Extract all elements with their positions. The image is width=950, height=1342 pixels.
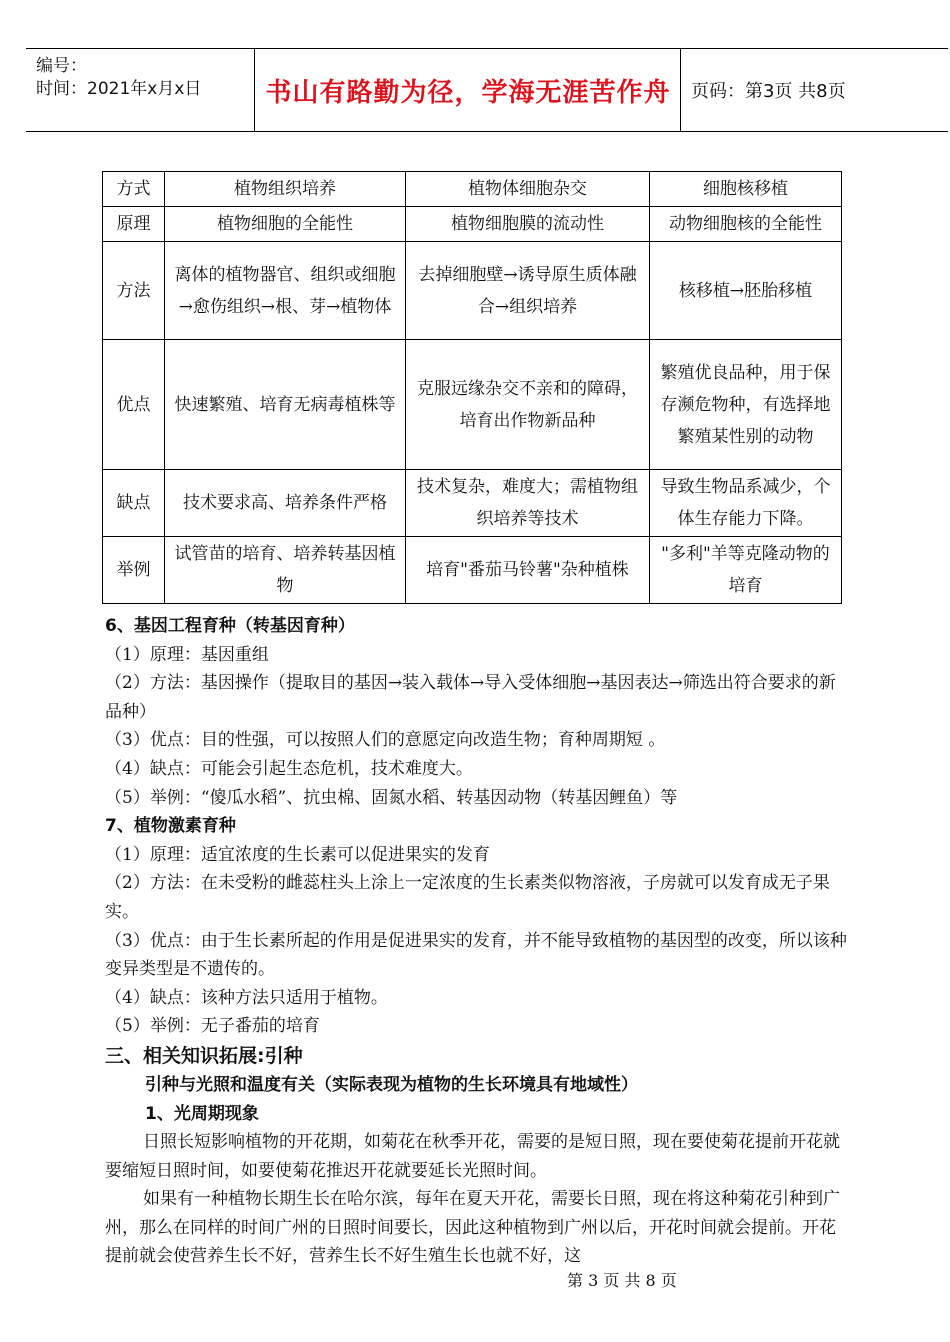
paragraph: （1）原理：基因重组 [105, 644, 269, 665]
subsection-heading: 1、光周期现象 [145, 1103, 259, 1124]
page-footer: 第 3 页 共 8 页 [567, 1271, 677, 1290]
table-cell: 方法 [103, 242, 165, 340]
paragraph: （3）优点：由于生长素所起的作用是促进果实的发育，并不能导致植物的基因型的改变，所以该种变异类型是不遗传的。 [105, 930, 847, 980]
subsection-heading: 引种与光照和温度有关（实际表现为植物的生长环境具有地域性） [145, 1074, 638, 1095]
table-cell: 克服远缘杂交不亲和的障碍，培育出作物新品种 [406, 340, 650, 470]
table-row [103, 242, 842, 340]
section-heading: 6、基因工程育种（转基因育种） [105, 616, 355, 636]
table-cell: 细胞核移植 [650, 172, 842, 207]
document-body [105, 612, 850, 1271]
table-cell: 技术要求高、培养条件严格 [165, 470, 406, 537]
table-cell: 去掉细胞壁→诱导原生质体融合→组织培养 [406, 242, 650, 340]
paragraph: 日照长短影响植物的开花期，如菊花在秋季开花，需要的是短日照，现在要使菊花提前开花就要缩短日照时间，如要使菊花推迟开花就要延长光照时间。 [105, 1132, 840, 1181]
document-time-label: 时间：2021年x月x日 [36, 79, 202, 99]
paragraph: （1）原理：适宜浓度的生长素可以促进果实的发育 [105, 844, 490, 865]
table-cell: 缺点 [103, 470, 165, 537]
paragraph: （2）方法：基因操作（提取目的基因→装入载体→导入受体细胞→基因表达→筛选出符合要求的新品种） [105, 673, 836, 722]
header-page-info: 页码：第3页 共8页 [691, 81, 846, 102]
table-cell: 植物细胞膜的流动性 [406, 207, 650, 242]
page-header [26, 48, 948, 132]
table-row [103, 470, 842, 537]
table-cell: 试管苗的培育、培养转基因植物 [165, 537, 406, 604]
breeding-methods-table [102, 171, 842, 604]
header-divider [254, 49, 255, 131]
chapter-heading: 三、相关知识拓展:引种 [105, 1044, 303, 1067]
paragraph: （5）举例：“傻瓜水稻”、抗虫棉、固氮水稻、转基因动物（转基因鲤鱼）等 [105, 787, 678, 808]
document-number-label: 编号： [36, 56, 87, 76]
paragraph: （2）方法：在未受粉的雌蕊柱头上涂上一定浓度的生长素类似物溶液，子房就可以发育成无子果实。 [105, 873, 830, 922]
table-cell: 方式 [103, 172, 165, 207]
table-cell: 举例 [103, 537, 165, 604]
table-row [103, 207, 842, 242]
header-motto: 书山有路勤为径，学海无涯苦作舟 [265, 77, 671, 108]
paragraph: （4）缺点：该种方法只适用于植物。 [105, 987, 388, 1008]
paragraph: （4）缺点：可能会引起生态危机，技术难度大。 [105, 758, 473, 779]
table-cell: 原理 [103, 207, 165, 242]
table-cell: "多利"羊等克隆动物的培育 [650, 537, 842, 604]
header-divider [680, 49, 681, 131]
table-cell: 繁殖优良品种，用于保存濒危物种，有选择地繁殖某性别的动物 [650, 340, 842, 470]
table-cell: 动物细胞核的全能性 [650, 207, 842, 242]
table-cell: 离体的植物器官、组织或细胞→愈伤组织→根、芽→植物体 [165, 242, 406, 340]
header-left [36, 55, 201, 101]
table-cell: 培育"番茄马铃薯"杂种植株 [406, 537, 650, 604]
table-cell: 植物细胞的全能性 [165, 207, 406, 242]
table-cell: 优点 [103, 340, 165, 470]
paragraph: 如果有一种植物长期生长在哈尔滨，每年在夏天开花，需要长日照，现在将这种菊花引种到广州，那么在同样的时间广州的日照时间要长，因此这种植物到广州以后，开花时间就会提前。开花提前就会使营养生长不好，营养生长不好生殖生长也就不好，这 [105, 1189, 840, 1267]
table-cell: 快速繁殖、培育无病毒植株等 [165, 340, 406, 470]
table-cell: 植物体细胞杂交 [406, 172, 650, 207]
table-cell: 植物组织培养 [165, 172, 406, 207]
paragraph: （3）优点：目的性强，可以按照人们的意愿定向改造生物；育种周期短 。 [105, 730, 666, 751]
table-row [103, 340, 842, 470]
paragraph: （5）举例：无子番茄的培育 [105, 1016, 320, 1037]
table-cell: 核移植→胚胎移植 [650, 242, 842, 340]
table-row [103, 537, 842, 604]
table-row [103, 172, 842, 207]
table-cell: 技术复杂，难度大；需植物组织培养等技术 [406, 470, 650, 537]
table-cell: 导致生物品系减少，个体生存能力下降。 [650, 470, 842, 537]
section-heading: 7、植物激素育种 [105, 816, 236, 837]
